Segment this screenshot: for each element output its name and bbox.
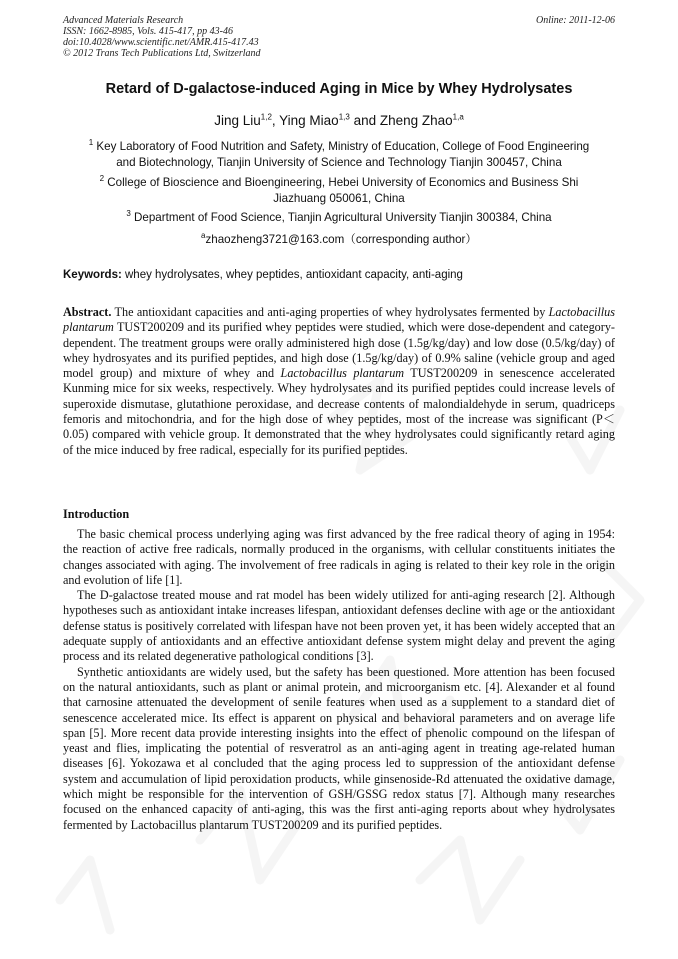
affiliation-3 — [55, 210, 623, 226]
paper-title: Retard of D-galactose-induced Aging in Mice by Whey Hydrolysates — [105, 81, 573, 97]
abstract-text: TUST200209 in senescence accelerated Kunming mice for six weeks, respectively. Whey hydrolysates and its purified peptides could increase levels of superoxide dismutase, glutathione peroxidase, and decrease contents of malondialdehyde in serum, quadriceps femoris and mitochondria, and for the high dose of whey peptides, most of the increase was significant (P＜0.05) compared with vehicle group. It demonstrated that the whey hydrolysates could significantly retard aging of the mice induced by free radical, especially for its purified peptides. — [63, 366, 615, 457]
species-name: Lactobacillus plantarum — [280, 366, 405, 381]
affiliation-text: Key Laboratory of Food Nutrition and Safety, Ministry of Education, College of Food Engineering — [93, 140, 590, 153]
author-affiliation-mark: 1,3 — [338, 112, 350, 122]
author-name: Zheng Zhao — [379, 113, 453, 128]
author-separator: , — [271, 113, 280, 128]
affiliation-2 — [55, 175, 623, 206]
email-mark: a — [201, 231, 206, 241]
author-name: Ying Miao — [279, 113, 339, 128]
abstract-text: The antioxidant capacities and anti-aging properties of whey hydrolysates fermented by — [111, 305, 549, 319]
email-address: zhaozheng3721@163.com（corresponding author） — [205, 233, 477, 246]
journal-header — [63, 15, 615, 59]
copyright-line: © 2012 Trans Tech Publications Ltd, Switzerland — [63, 48, 261, 59]
issn-line: ISSN: 1662-8985, Vols. 415-417, pp 43-46 — [63, 26, 233, 37]
author-separator: and — [349, 113, 380, 128]
author-affiliation-mark: 1,2 — [260, 112, 272, 122]
intro-paragraph: Synthetic antioxidants are widely used, but the safety has been questioned. More attention has been focused on the natural antioxidants, such as plant or animal protein, and microorganism etc. [4]. Alexander et al found that carnosine attenuated the development of senile features when used as a supplement to a standard diet of senescence accelerated mice. Its effect is apparent on physical and behavioral parameters and on average life span [5]. More recent data provide interesting insights into the effect of phenolic compound on the lifespan of yeast and flies, implicating the potential of resveratrol as an anti-aging agent in treating age-related human diseases [6]. Yokozawa et al concluded that the aging process led to suppression of the antioxidant defense system and accumulation of lipid peroxidation products, while ginsenoside-Rd attenuated the oxidative damage, which might be responsible for the intervention of GSH/GSSG redox status [7]. Although many researches focused on the enhanced capacity of anti-aging, this was the first anti-aging reports about whey hydrolysates fermented by Lactobacillus plantarum TUST200209 and its purified peptides. — [63, 664, 615, 832]
corresponding-email — [55, 232, 623, 248]
section-heading-introduction: Introduction — [63, 507, 130, 521]
affiliation-mark: 1 — [88, 138, 94, 148]
intro-paragraph: The basic chemical process underlying aging was first advanced by the free radical theory of aging in 1954: the reaction of active free radicals, normally produced in the organisms, with cellular constituents initiates the changes associated with aging. The involvement of free radicals in aging is related to their key role in the origin and evolution of life [1]. — [63, 527, 615, 587]
author-list — [40, 112, 638, 130]
journal-name: Advanced Materials Research — [63, 15, 184, 26]
affiliation-text: Department of Food Science, Tianjin Agricultural University Tianjin 300384, China — [130, 211, 552, 224]
introduction-body — [63, 527, 615, 833]
species-name: Lactobacillus plantarum — [63, 305, 615, 335]
author-affiliation-mark: 1,a — [452, 112, 464, 122]
affiliation-mark: 2 — [99, 174, 105, 184]
author-name: Jing Liu — [214, 113, 261, 128]
affiliation-1 — [55, 139, 623, 170]
keywords-label: Keywords: — [63, 269, 122, 281]
intro-paragraph: The D-galactose treated mouse and rat model has been widely utilized for anti-aging research [2]. Although hypotheses such as antioxidant intake increases lifespan, antioxidant defenses decline with age or the antioxidant defense status is positively correlated with lifespan have not been proven yet, it has been widely accepted that an adequate supply of antioxidants and an effective antioxidant defense system might delay and prevent the aging process and its related degenerative pathological conditions [3]. — [63, 588, 615, 664]
affiliation-text: and Biotechnology, Tianjin University of Science and Technology Tianjin 300457, China — [116, 155, 562, 169]
abstract-paragraph — [63, 305, 615, 458]
keywords-text: whey hydrolysates, whey peptides, antioxidant capacity, anti-aging — [121, 269, 463, 281]
affiliation-mark: 3 — [126, 209, 131, 219]
keywords-line — [63, 268, 615, 283]
abstract-text: TUST200209 and its purified whey peptides were studied, which were dose-dependent and category-dependent. The treatment groups were orally administered high dose (1.5g/kg/day) and low dose (0.5/kg/day) of whey hydrosyates and its purified peptides, and high dose (1.5g/kg/day) of 0.9% saline (vehicle group and aged model group) and mixture of whey and — [63, 320, 615, 381]
affiliation-text: College of Bioscience and Bioengineering, Hebei University of Economics and Business Shi — [104, 176, 579, 189]
doi-line: doi:10.4028/www.scientific.net/AMR.415-417.43 — [63, 37, 259, 48]
abstract-label: Abstract. — [63, 305, 112, 319]
online-date: Online: 2011-12-06 — [536, 15, 615, 26]
affiliation-text: Jiazhuang 050061, China — [273, 191, 405, 205]
